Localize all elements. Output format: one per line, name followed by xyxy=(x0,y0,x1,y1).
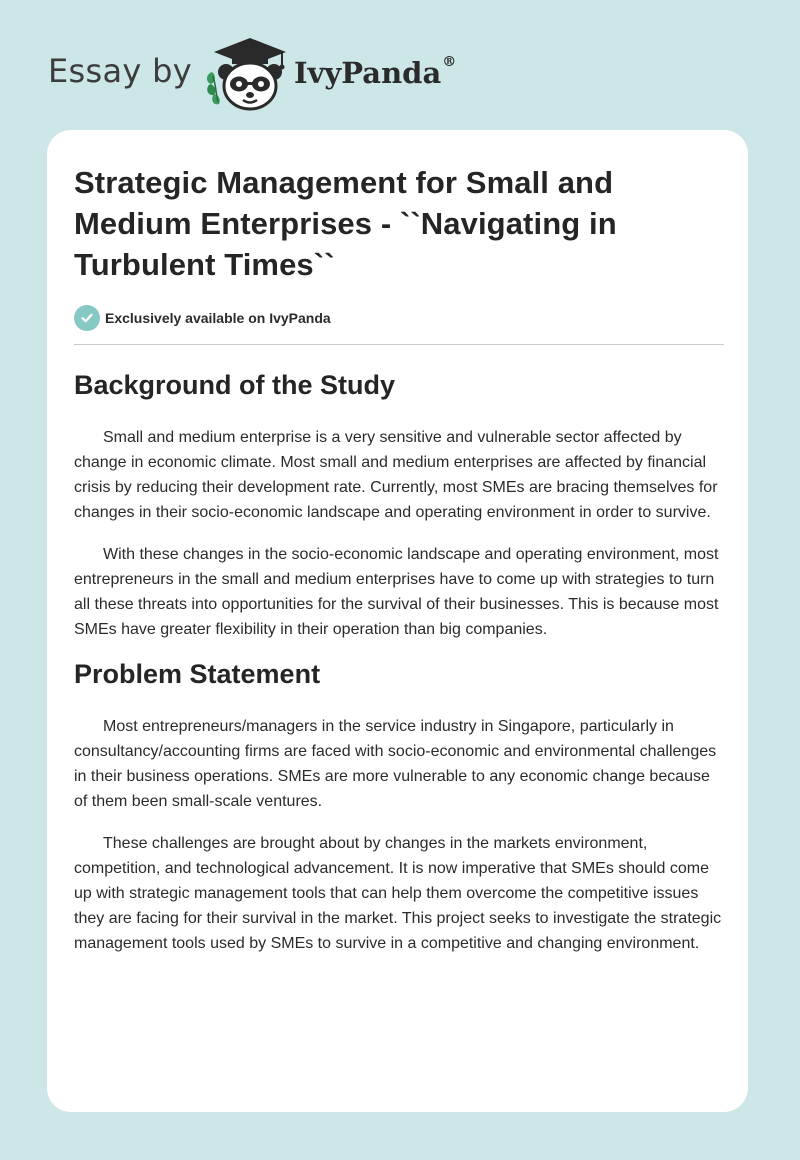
essay-card xyxy=(47,130,748,1112)
title-divider xyxy=(74,344,724,345)
ivy-leaf-icon xyxy=(207,72,220,104)
site-header xyxy=(48,34,748,114)
check-circle-icon xyxy=(74,305,100,331)
exclusive-label: Exclusively available on IvyPanda xyxy=(105,310,331,326)
panda-graduate-icon[interactable] xyxy=(202,36,298,112)
essay-by-label: Essay by xyxy=(48,52,192,90)
paragraph: These challenges are brought about by changes in the markets environment, competition, and technological advancement. It is now imperative that SMEs should come up with strategic management tools that can help them overcome the competitive issues they are facing for their survival in the market. This project seeks to investigate the strategic management tools used by SMEs to survive in a competitive and changing environment. xyxy=(74,835,722,952)
paragraph: Most entrepreneurs/managers in the service industry in Singapore, particularly in consultancy/accounting firms are faced with socio-economic and environmental challenges in their business operations. SMEs are more vulnerable to any economic change because of them been small-scale ventures. xyxy=(74,718,717,810)
section-heading-background: Background of the Study xyxy=(74,370,396,400)
exclusive-badge xyxy=(74,305,724,331)
paragraph: With these changes in the socio-economic landscape and operating environment, most entrepreneurs in the small and medium enterprises have to come up with strategies to turn all these threats into opportunities for the survival of their businesses. This is because most SMEs have greater flexibility in their operation than big companies. xyxy=(74,546,719,638)
paragraph: Small and medium enterprise is a very sensitive and vulnerable sector affected by change in economic climate. Most small and medium enterprises are affected by financial crisis by reducing their development rate. Currently, most SMEs are bracing themselves for changes in their socio-economic landscape and operating environment in order to survive. xyxy=(74,429,718,521)
section-heading-problem: Problem Statement xyxy=(74,659,321,689)
essay-title: Strategic Management for Small and Medium Enterprises - ``Navigating in Turbulent Times`` xyxy=(74,165,617,282)
brand-name[interactable]: IvyPanda® xyxy=(294,54,457,90)
essay-content xyxy=(74,162,724,956)
